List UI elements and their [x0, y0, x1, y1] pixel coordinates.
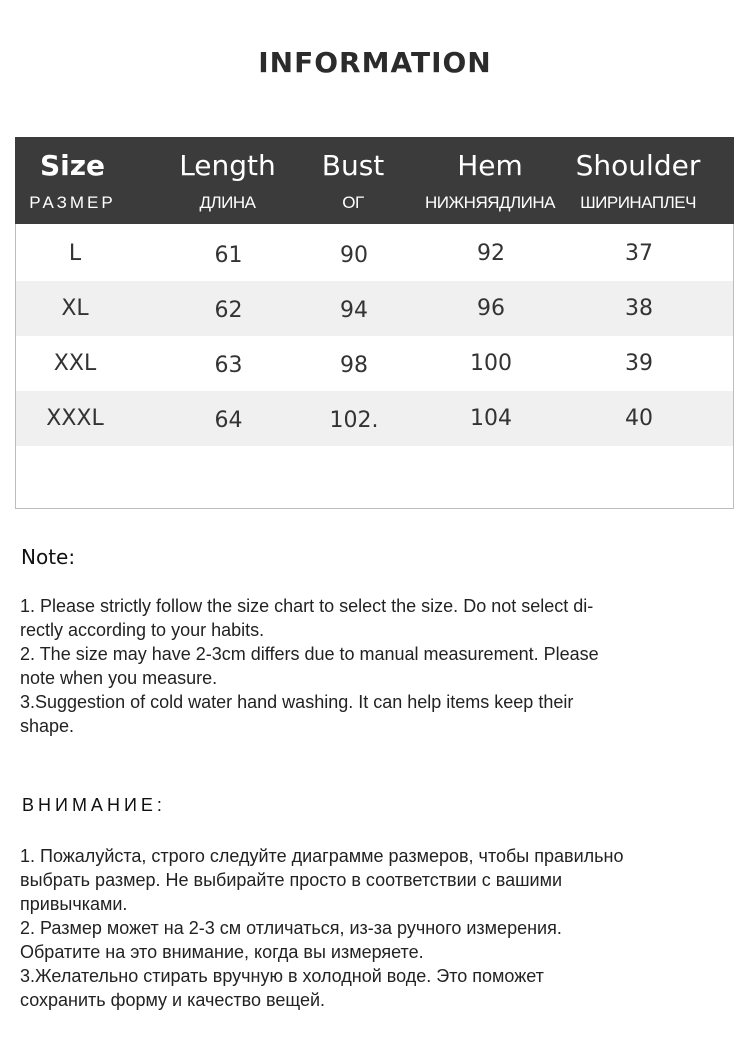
note-ru-line: 1. Пожалуйста, строго следуйте диаграмме размеров, чтобы правильно — [20, 846, 624, 866]
note-ru-line: выбрать размер. Не выбирайте просто в соответствии с вашими — [20, 870, 563, 890]
header-bust-en: Bust — [321, 149, 385, 182]
note-heading: Note: — [21, 545, 76, 569]
cell-hem: 96 — [477, 296, 505, 321]
cell-length: 64 — [214, 408, 243, 433]
header-hem-en: Hem — [457, 149, 523, 182]
note-ru-line: сохранить форму и качество вещей. — [20, 990, 326, 1010]
note-line: 3.Suggestion of cold water hand washing. It can help items keep their — [20, 692, 574, 712]
size-chart-table — [15, 137, 734, 509]
cell-size: XXXL — [46, 406, 104, 431]
note-line: rectly according to your habits. — [20, 620, 265, 640]
note-line: shape. — [20, 716, 75, 736]
header-hem — [420, 137, 560, 224]
cell-length: 61 — [214, 243, 243, 268]
header-shoulder-en: Shoulder — [575, 149, 701, 182]
cell-hem: 100 — [470, 351, 512, 376]
cell-bust: 90 — [340, 243, 368, 268]
note-ru-line: 2. Размер может на 2-3 см отличаться, из-за ручного измерения. — [20, 918, 562, 938]
header-length — [170, 137, 285, 224]
table-header — [15, 137, 734, 224]
header-size-en: Size — [39, 149, 106, 182]
header-hem-ru: НИЖНЯЯДЛИНА — [424, 193, 556, 212]
cell-hem: 92 — [477, 241, 505, 266]
table-row — [16, 391, 733, 446]
cell-bust: 94 — [340, 298, 368, 323]
cell-length: 63 — [214, 353, 243, 378]
note-line: note when you measure. — [20, 668, 218, 688]
cell-shoulder: 39 — [625, 351, 653, 376]
cell-hem: 104 — [470, 406, 512, 431]
header-bust — [303, 137, 403, 224]
table-row — [16, 281, 733, 336]
cell-length: 62 — [214, 298, 243, 323]
cell-bust: 102. — [329, 408, 379, 433]
header-length-ru: ДЛИНА — [199, 193, 256, 212]
note-ru-body — [20, 844, 730, 1012]
header-size-ru: РАЗМЕР — [29, 193, 116, 212]
note-ru-line: Обратите на это внимание, когда вы измеряете. — [20, 942, 424, 962]
table-row — [16, 336, 733, 391]
cell-shoulder: 40 — [625, 406, 653, 431]
cell-size: L — [68, 241, 82, 266]
note-ru-line: привычками. — [20, 894, 128, 914]
header-shoulder — [573, 137, 703, 224]
header-bust-ru: ОГ — [342, 193, 364, 212]
cell-size: XL — [61, 296, 89, 321]
note-line: 2. The size may have 2-3cm differs due to manual measurement. Please — [20, 644, 599, 664]
note-line: 1. Please strictly follow the size chart to select the size. Do not select di- — [20, 596, 594, 616]
header-size — [15, 137, 130, 224]
cell-size: XXL — [53, 351, 97, 376]
cell-shoulder: 37 — [625, 241, 653, 266]
header-length-en: Length — [179, 149, 276, 182]
cell-shoulder: 38 — [625, 296, 653, 321]
cell-bust: 98 — [340, 353, 368, 378]
page-title: INFORMATION — [258, 46, 492, 79]
note-ru-line: 3.Желательно стирать вручную в холодной воде. Это поможет — [20, 966, 544, 986]
note-ru-heading: ВНИМАНИЕ: — [22, 795, 166, 815]
table-row — [16, 226, 733, 281]
header-shoulder-ru: ШИРИНАПЛЕЧ — [580, 193, 696, 212]
note-body — [20, 594, 720, 738]
